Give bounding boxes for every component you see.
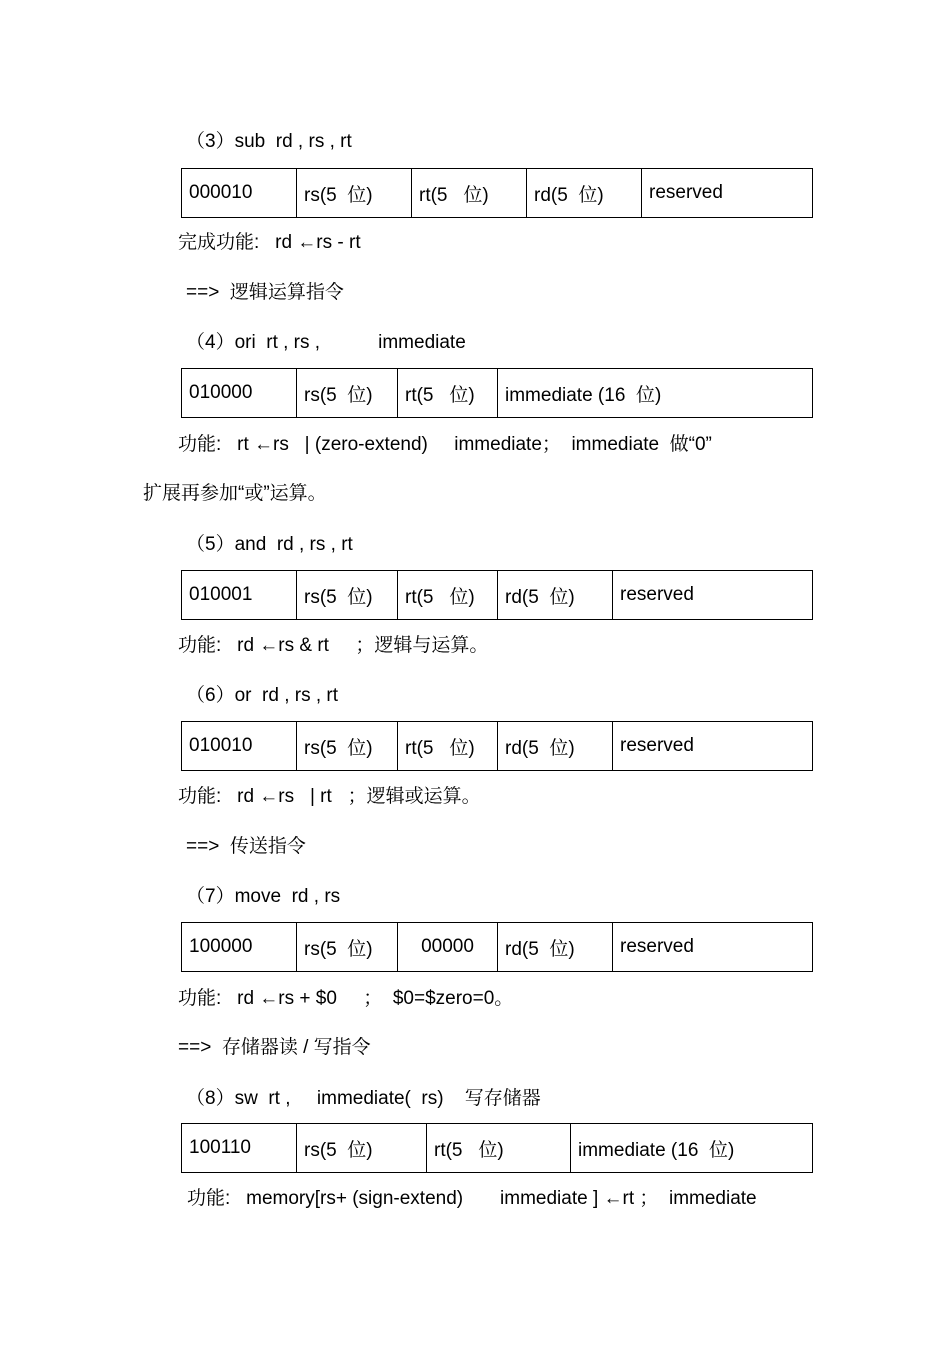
reserved-cell: reserved bbox=[613, 722, 813, 771]
rs-cell: rs(5 位) bbox=[297, 369, 398, 418]
section-header-transfer: ==> 传送指令 bbox=[186, 836, 306, 857]
opcode-cell: 100000 bbox=[182, 923, 297, 972]
format-table-and bbox=[181, 570, 813, 620]
format-table-sub bbox=[181, 168, 813, 218]
rt-cell: rt(5 位) bbox=[398, 369, 498, 418]
instruction-title-move: （7）move rd , rs bbox=[186, 886, 341, 907]
section-header-logic: ==> 逻辑运算指令 bbox=[186, 282, 344, 303]
reserved-cell: reserved bbox=[613, 923, 813, 972]
opcode-cell: 010010 bbox=[182, 722, 297, 771]
function-note-ori-line1: 功能: rt ←rs | (zero-extend) immediate； immediate 做“0” bbox=[178, 434, 712, 455]
rt-cell: rt(5 位) bbox=[398, 571, 498, 620]
format-table-or bbox=[181, 721, 813, 771]
rs-cell: rs(5 位) bbox=[297, 169, 412, 218]
reserved-cell: reserved bbox=[613, 571, 813, 620]
function-note-or: 功能: rd ←rs | rt ；逻辑或运算。 bbox=[178, 786, 481, 807]
rd-cell: rd(5 位) bbox=[498, 571, 613, 620]
zero-field-cell: 00000 bbox=[398, 923, 498, 972]
rs-cell: rs(5 位) bbox=[297, 1124, 427, 1173]
rs-cell: rs(5 位) bbox=[297, 722, 398, 771]
instruction-title-ori: （4）ori rt , rs , immediate bbox=[186, 332, 466, 353]
rd-cell: rd(5 位) bbox=[498, 722, 613, 771]
instruction-title-and: （5）and rd , rs , rt bbox=[186, 534, 353, 555]
format-table-sw bbox=[181, 1123, 813, 1173]
function-note-ori-line2: 扩展再参加“或”运算。 bbox=[143, 483, 327, 504]
opcode-cell: 000010 bbox=[182, 169, 297, 218]
instruction-title-sw: （8）sw rt , immediate( rs) 写存储器 bbox=[186, 1088, 541, 1109]
rt-cell: rt(5 位) bbox=[412, 169, 527, 218]
rd-cell: rd(5 位) bbox=[498, 923, 613, 972]
rt-cell: rt(5 位) bbox=[427, 1124, 571, 1173]
opcode-cell: 010000 bbox=[182, 369, 297, 418]
rt-cell: rt(5 位) bbox=[398, 722, 498, 771]
format-table-ori bbox=[181, 368, 813, 418]
function-note-move: 功能: rd ←rs + $0 ； $0=$zero=0。 bbox=[178, 988, 514, 1009]
rs-cell: rs(5 位) bbox=[297, 923, 398, 972]
instruction-title-or: （6）or rd , rs , rt bbox=[186, 685, 339, 706]
format-table-move bbox=[181, 922, 813, 972]
function-note-sw: 功能: memory[rs+ (sign-extend) immediate ] ←rt ； immediate bbox=[187, 1188, 757, 1209]
immediate-cell: immediate (16 位) bbox=[498, 369, 813, 418]
reserved-cell: reserved bbox=[642, 169, 813, 218]
rd-cell: rd(5 位) bbox=[527, 169, 642, 218]
function-note-and: 功能: rd ←rs & rt ；逻辑与运算。 bbox=[178, 635, 489, 656]
immediate-cell: immediate (16 位) bbox=[571, 1124, 813, 1173]
opcode-cell: 010001 bbox=[182, 571, 297, 620]
function-note-sub: 完成功能: rd ←rs - rt bbox=[178, 232, 361, 253]
rs-cell: rs(5 位) bbox=[297, 571, 398, 620]
instruction-title-sub: （3）sub rd , rs , rt bbox=[186, 131, 352, 152]
section-header-memory: ==> 存储器读 / 写指令 bbox=[178, 1037, 371, 1058]
opcode-cell: 100110 bbox=[182, 1124, 297, 1173]
